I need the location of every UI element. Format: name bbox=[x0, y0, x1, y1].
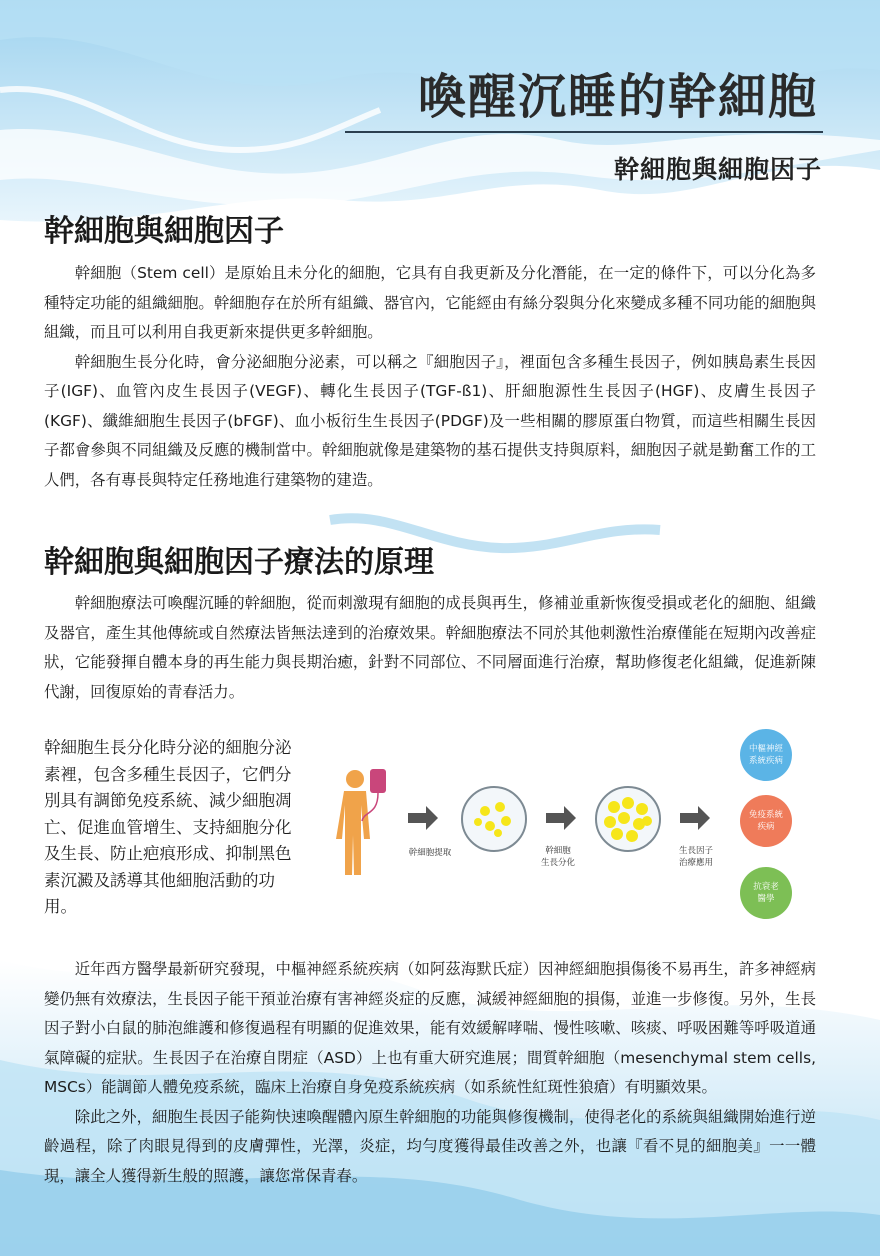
section-body-therapy-principle bbox=[44, 589, 816, 707]
circle-label-immune: 免疫系統 疾病 bbox=[748, 810, 783, 832]
process-diagram bbox=[320, 725, 860, 925]
paragraph: 幹細胞生長分化時，會分泌細胞分泌素，可以稱之『細胞因子』，裡面包含多種生長因子，例如胰島素生長因子(IGF)、血管內皮生長因子(VEGF)、轉化生長因子(TGF-ß1)、肝細胞源性生長因子(HGF)、皮膚生長因子(KGF)、纖維細胞生長因子(bFGF)、血小板衍生生長因子(PDGF)及一些相關的膠原蛋白物質，而這些相關生長因子都會參與不同組織及反應的機制當中。幹細胞就像是建築物的基石提供支持與原料，細胞因子就是勤奮工作的工人們，各有專長與特定任務地進行建築物的建造。 bbox=[44, 352, 816, 489]
section-heading-stem-cells: 幹細胞與細胞因子 bbox=[44, 214, 284, 249]
step-label-extraction: 幹細胞提取 bbox=[408, 848, 452, 858]
paragraph: 幹細胞（Stem cell）是原始且未分化的細胞，它具有自我更新及分化潛能，在一定的條件下，可以分化為多種特定功能的組織細胞。幹細胞存在於所有組織、器官內，它能經由有絲分裂與分化來變成多種不同功能的細胞與組織，而且可以利用自我更新來提供更多幹細胞。 bbox=[44, 264, 816, 341]
title-divider bbox=[345, 131, 823, 133]
paragraph: 除此之外，細胞生長因子能夠快速喚醒體內原生幹細胞的功能與修復機制，使得老化的系統與組織開始進行逆齡過程，除了肉眼見得到的皮膚彈性，光澤，炎症，均勻度獲得最佳改善之外，也讓『看不見的細胞美』一一體現，讓全人獲得新生般的照護，讓您常保青春。 bbox=[44, 1107, 816, 1185]
page-subtitle: 幹細胞與細胞因子 bbox=[613, 155, 822, 184]
circle-label-anti-aging: 抗衰老 醫學 bbox=[753, 882, 779, 904]
step-label-application: 生長因子 治療應用 bbox=[678, 846, 713, 868]
circle-label-cns: 中樞神經 系統疾病 bbox=[748, 744, 783, 766]
human-figure-icon bbox=[336, 770, 370, 875]
paragraph: 幹細胞療法可喚醒沉睡的幹細胞，從而刺激現有細胞的成長與再生，修補並重新恢復受損或老化的細胞、組織及器官，產生其他傳統或自然療法皆無法達到的治療效果。幹細胞療法不同於其他刺激性治療僅能在短期內改善症狀，它能發揮自體本身的再生能力與長期治癒，針對不同部位、不同層面進行治療，幫助修復老化組織，促進新陳代謝，回復原始的青春活力。 bbox=[44, 594, 816, 701]
page-title: 喚醒沉睡的幹細胞 bbox=[417, 69, 818, 125]
cell-dish-icon bbox=[596, 787, 660, 851]
growth-factor-summary: 幹細胞生長分化時分泌的細胞分泌素裡，包含多種生長因子，它們分別具有調節免疫系統、減少細胞凋亡、促進血管增生、支持細胞分化及生長、防止疤痕形成、抑制黑色素沉澱及誘導其他細胞活動的功用。 bbox=[44, 738, 292, 916]
step-label-differentiation: 幹細胞 生長分化 bbox=[540, 846, 575, 868]
section-body-stem-cells bbox=[44, 259, 816, 495]
section-body-research bbox=[44, 955, 816, 1191]
cell-dish-icon bbox=[462, 787, 526, 851]
paragraph: 近年西方醫學最新研究發現，中樞神經系統疾病（如阿茲海默氏症）因神經細胞損傷後不易再生，許多神經病變仍無有效療法，生長因子能干預並治療有害神經炎症的反應，減緩神經細胞的損傷，並進一步修復。另外，生長因子對小白鼠的肺泡維護和修復過程有明顯的促進效果，能有效緩解哮喘、慢性咳嗽、咳痰、呼吸困難等呼吸道通氣障礙的症狀。生長因子在治療自閉症（ASD）上也有重大研究進展；間質幹細胞（mesenchymal stem cells, MSCs）能調節人體免疫系統，臨床上治療自身免疫系統疾病（如系統性紅斑性狼瘡）有明顯效果。 bbox=[44, 960, 816, 1096]
section-heading-therapy-principle: 幹細胞與細胞因子療法的原理 bbox=[44, 545, 434, 580]
arrow-icon bbox=[680, 806, 710, 830]
arrow-icon bbox=[546, 806, 576, 830]
arrow-icon bbox=[408, 806, 438, 830]
